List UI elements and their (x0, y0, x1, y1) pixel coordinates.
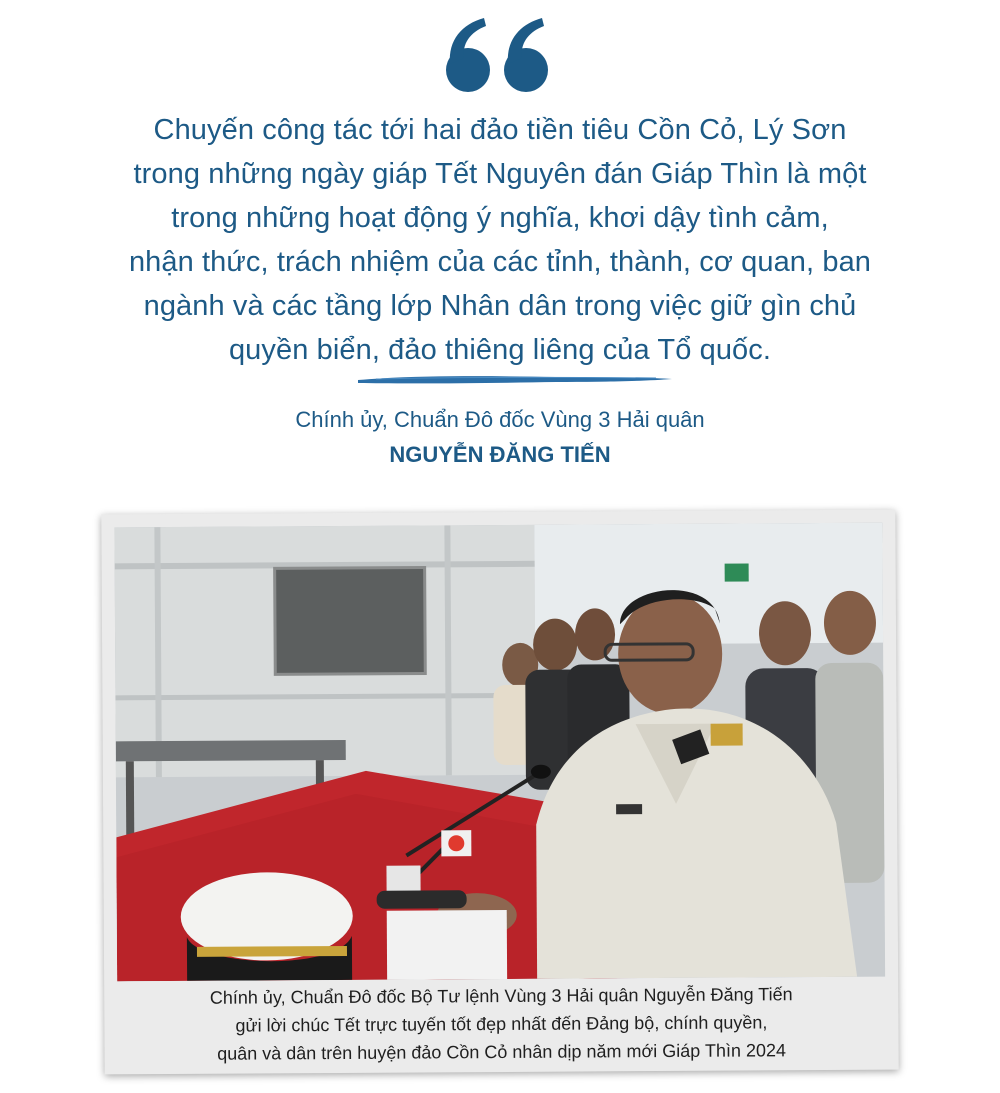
quote-line: ngành và các tầng lớp Nhân dân trong việc giữ gìn chủ (143, 290, 857, 322)
photo-card (101, 510, 898, 1075)
quote-line: trong những ngày giáp Tết Nguyên đán Giáp Thìn là một (133, 158, 867, 190)
attribution-name: NGUYỄN ĐĂNG TIẾN (389, 442, 611, 467)
quote-line: nhận thức, trách nhiệm của các tỉnh, thành, cơ quan, ban (128, 246, 872, 278)
caption-line: Chính ủy, Chuẩn Đô đốc Bộ Tư lệnh Vùng 3 Hải quân Nguyễn Đăng Tiến (209, 984, 793, 1008)
event-photo (114, 523, 885, 982)
open-quote-icon (440, 14, 560, 98)
quote-line: quyền biển, đảo thiêng liêng của Tổ quốc. (228, 334, 772, 366)
photo-caption (112, 980, 890, 1069)
pull-quote (40, 108, 960, 372)
caption-line: gửi lời chúc Tết trực tuyến tốt đẹp nhất đến Đảng bộ, chính quyền, (235, 1012, 768, 1036)
quote-line: Chuyến công tác tới hai đảo tiền tiêu Cồn Cỏ, Lý Sơn (153, 114, 847, 146)
caption-line: quân và dân trên huyện đảo Cồn Cỏ nhân dịp năm mới Giáp Thìn 2024 (217, 1040, 787, 1064)
quote-line: trong những hoạt động ý nghĩa, khơi dậy tình cảm, (171, 202, 829, 234)
brush-divider (356, 371, 674, 387)
attribution-title: Chính ủy, Chuẩn Đô đốc Vùng 3 Hải quân (295, 407, 705, 432)
